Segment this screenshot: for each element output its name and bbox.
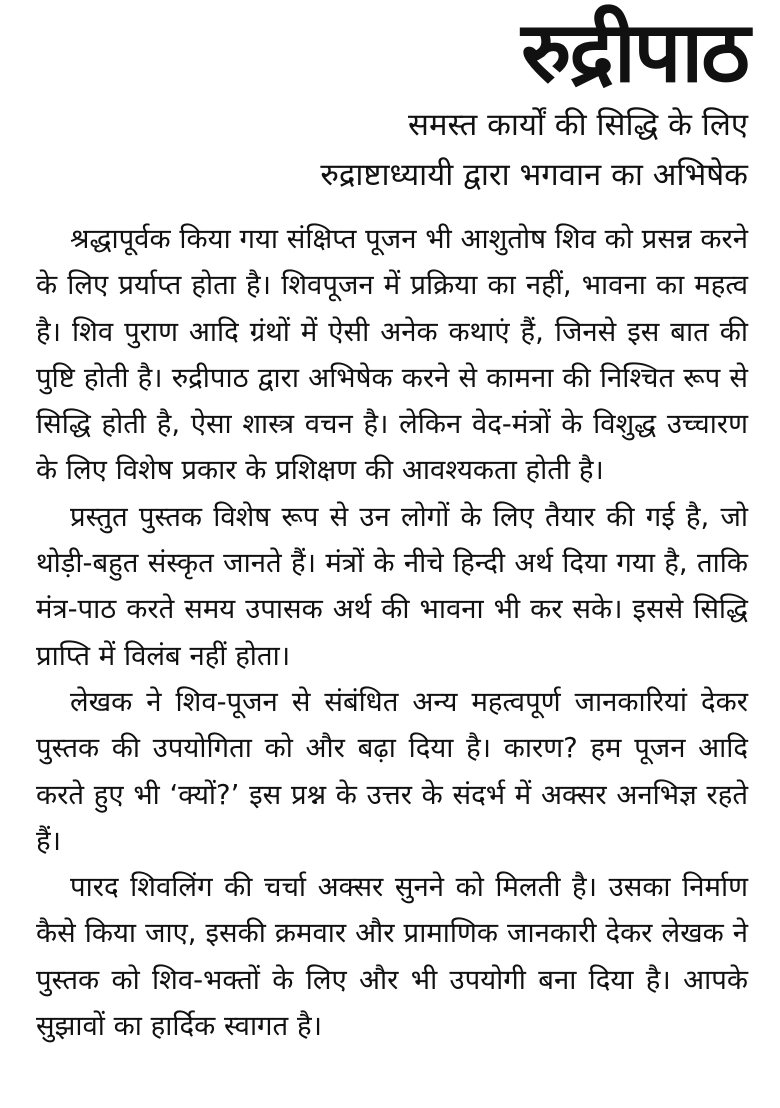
subtitle — [36, 100, 748, 200]
paragraph-2: प्रस्तुत पुस्तक विशेष रूप से उन लोगों के लिए तैयार की गई है, जो थोड़ी-बहुत संस्कृत जानते हैं। मंत्रों के नीचे हिन्दी अर्थ दिया गया है, ताकि मंत्र-पाठ करते समय उपासक अर्थ की भावना भी कर सके। इससे सिद्धि प्राप्ति में विलंब नहीं होता। — [36, 500, 748, 672]
subtitle-line-2: रुद्राष्टाध्यायी द्वारा भगवान का अभिषेक — [320, 157, 748, 193]
paragraph-4: पारद शिवलिंग की चर्चा अक्सर सुनने को मिलती है। उसका निर्माण कैसे किया जाए, इसकी क्रमवार और प्रामाणिक जानकारी देकर लेखक ने पुस्तक को शिव-भक्तों के लिए और भी उपयोगी बना दिया है। आपके सुझावों का हार्दिक स्वागत है। — [36, 871, 748, 1043]
page-title: रुद्रीपाठ — [521, 3, 748, 101]
subtitle-line-1: समस्त कार्यों की सिद्धि के लिए — [408, 107, 748, 143]
paragraph-3: लेखक ने शिव-पूजन से संबंधित अन्य महत्वपूर्ण जानकारियां देकर पुस्तक की उपयोगिता को और बढ़ा दिया है। कारण? हम पूजन आदि करते हुए भी ‘क्यों?’ इस प्रश्न के उत्तर के संदर्भ में अक्सर अनभिज्ञ रहते हैं। — [36, 685, 748, 857]
body-text — [36, 216, 748, 1049]
paragraph-1: श्रद्धापूर्वक किया गया संक्षिप्त पूजन भी आशुतोष शिव को प्रसन्न करने के लिए प्रर्याप्त होता है। शिवपूजन में प्रक्रिया का नहीं, भावना का महत्व है। शिव पुराण आदि ग्रंथों में ऐसी अनेक कथाएं हैं, जिनसे इस बात की पुष्टि होती है। रुद्रीपाठ द्वारा अभिषेक करने से कामना की निश्चित रूप से सिद्धि होती है, ऐसा शास्त्र वचन है। लेकिन वेद-मंत्रों के विशुद्ध उच्चारण के लिए विशेष प्रकार के प्रशिक्षण की आवश्यकता होती है। — [36, 223, 748, 487]
